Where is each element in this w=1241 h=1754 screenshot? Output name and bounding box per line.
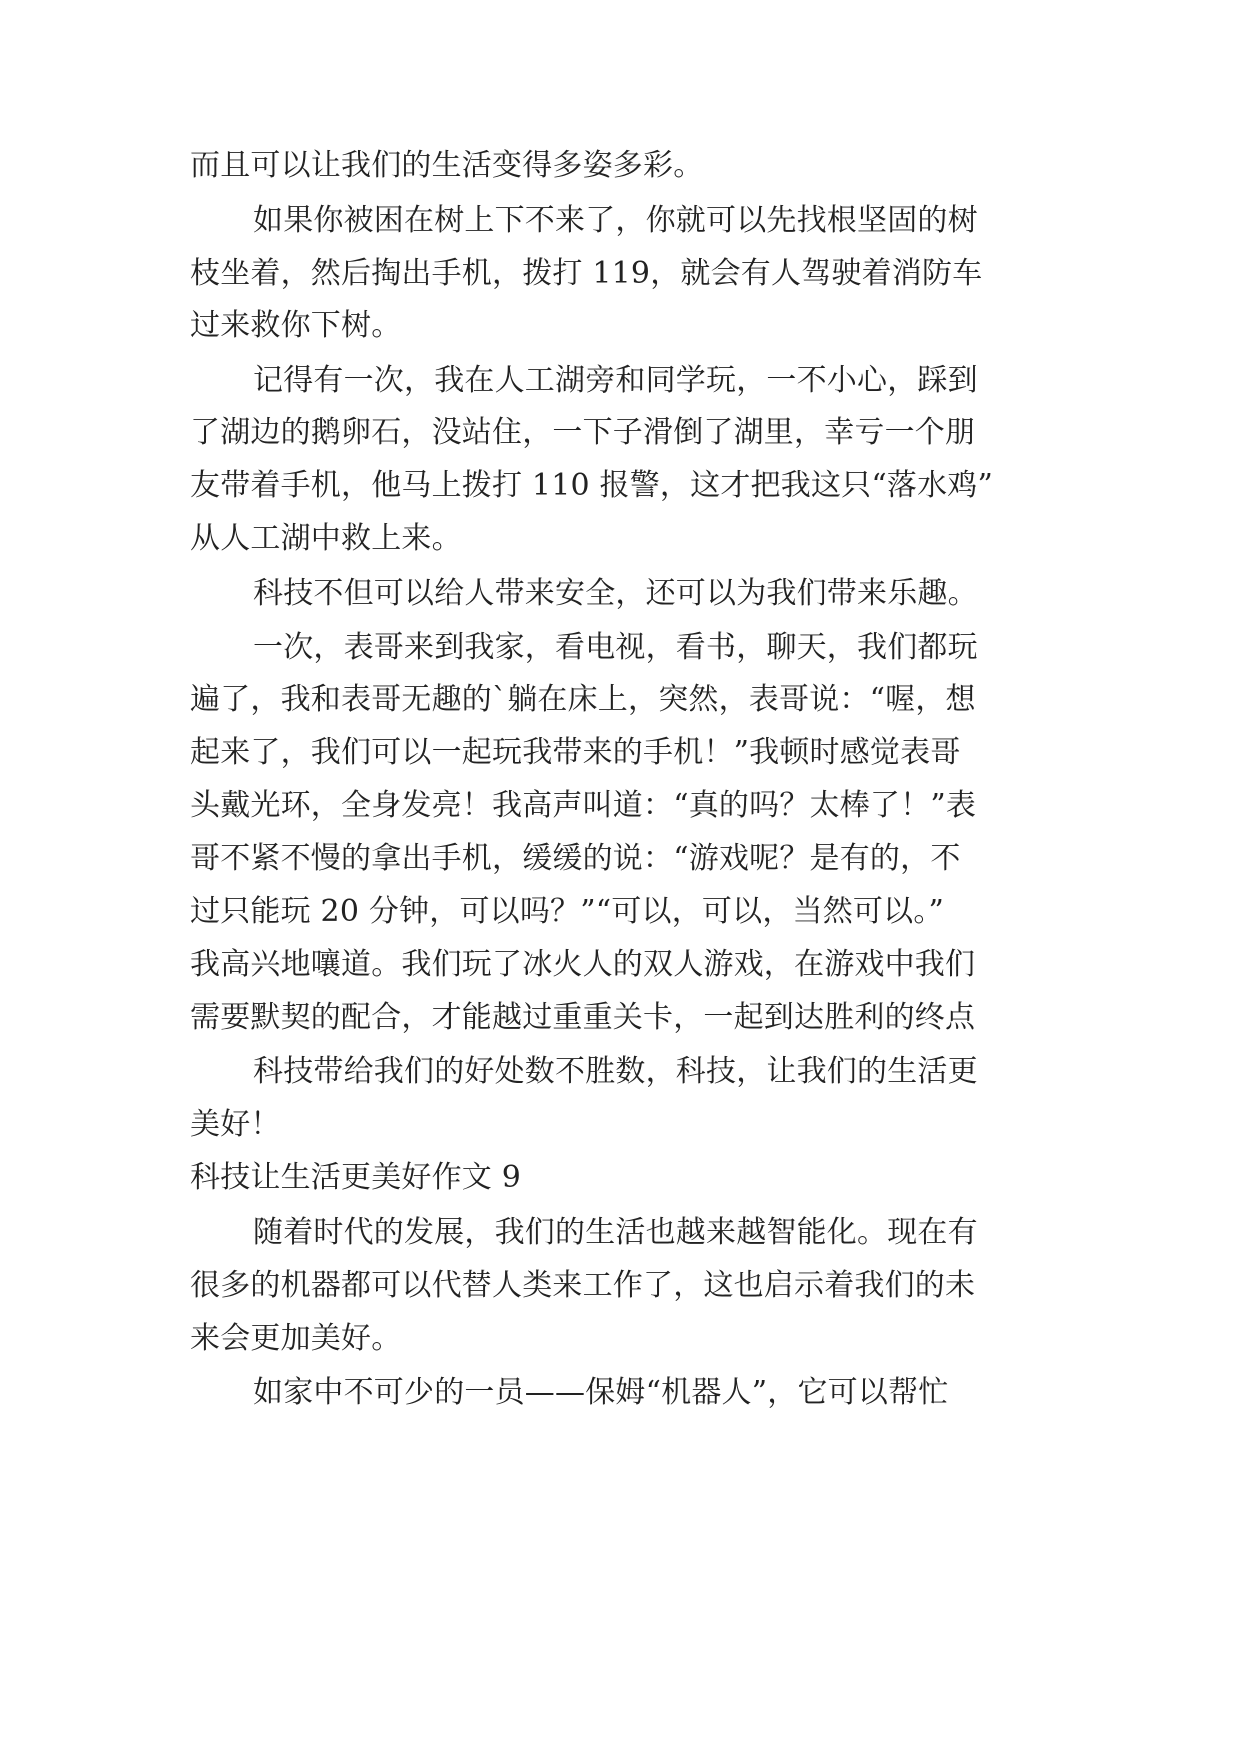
text-line: 哥不紧不慢的拿出手机，缓缓的说：“游戏呢？是有的，不 [190, 841, 961, 876]
text-line: 从人工湖中救上来。 [190, 521, 462, 556]
text-line: 起来了，我们可以一起玩我带来的手机！”我顿时感觉表哥 [190, 735, 961, 770]
text-line: 而且可以让我们的生活变得多姿多彩。 [190, 148, 704, 183]
text-line: 我高兴地嚷道。我们玩了冰火人的双人游戏，在游戏中我们 [190, 947, 976, 982]
paragraph-start: 科技不但可以给人带来安全，还可以为我们带来乐趣。 [253, 576, 978, 611]
section-heading: 科技让生活更美好作文 9 [190, 1160, 522, 1195]
text-line: 美好！ [190, 1107, 281, 1142]
text-line: 需要默契的配合，才能越过重重关卡，一起到达胜利的终点 [190, 1000, 976, 1035]
text-line: 遍了，我和表哥无趣的`躺在床上，突然，表哥说：“喔，想 [190, 682, 976, 717]
text-line: 很多的机器都可以代替人类来工作了，这也启示着我们的未 [190, 1268, 976, 1303]
paragraph-start: 如家中不可少的一员——保姆“机器人”，它可以帮忙 [253, 1375, 949, 1410]
text-line: 过来救你下树。 [190, 308, 402, 343]
paragraph-start: 科技带给我们的好处数不胜数，科技，让我们的生活更 [253, 1054, 978, 1089]
paragraph-start: 如果你被困在树上下不来了，你就可以先找根坚固的树 [253, 203, 978, 238]
paragraph-start: 随着时代的发展，我们的生活也越来越智能化。现在有 [253, 1215, 978, 1250]
text-line: 过只能玩 20 分钟，可以吗？”“可以，可以，当然可以。” [190, 894, 945, 929]
text-line: 友带着手机，他马上拨打 110 报警，这才把我这只“落水鸡” [190, 468, 994, 503]
text-line: 头戴光环，全身发亮！我高声叫道：“真的吗？太棒了！”表 [190, 788, 977, 823]
text-line: 枝坐着，然后掏出手机，拨打 119，就会有人驾驶着消防车 [190, 256, 983, 291]
paragraph-start: 一次，表哥来到我家，看电视，看书，聊天，我们都玩 [253, 630, 978, 665]
paragraph-start: 记得有一次，我在人工湖旁和同学玩，一不小心，踩到 [253, 363, 978, 398]
text-line: 了湖边的鹅卵石，没站住，一下子滑倒了湖里，幸亏一个朋 [190, 415, 976, 450]
text-line: 来会更加美好。 [190, 1321, 402, 1356]
